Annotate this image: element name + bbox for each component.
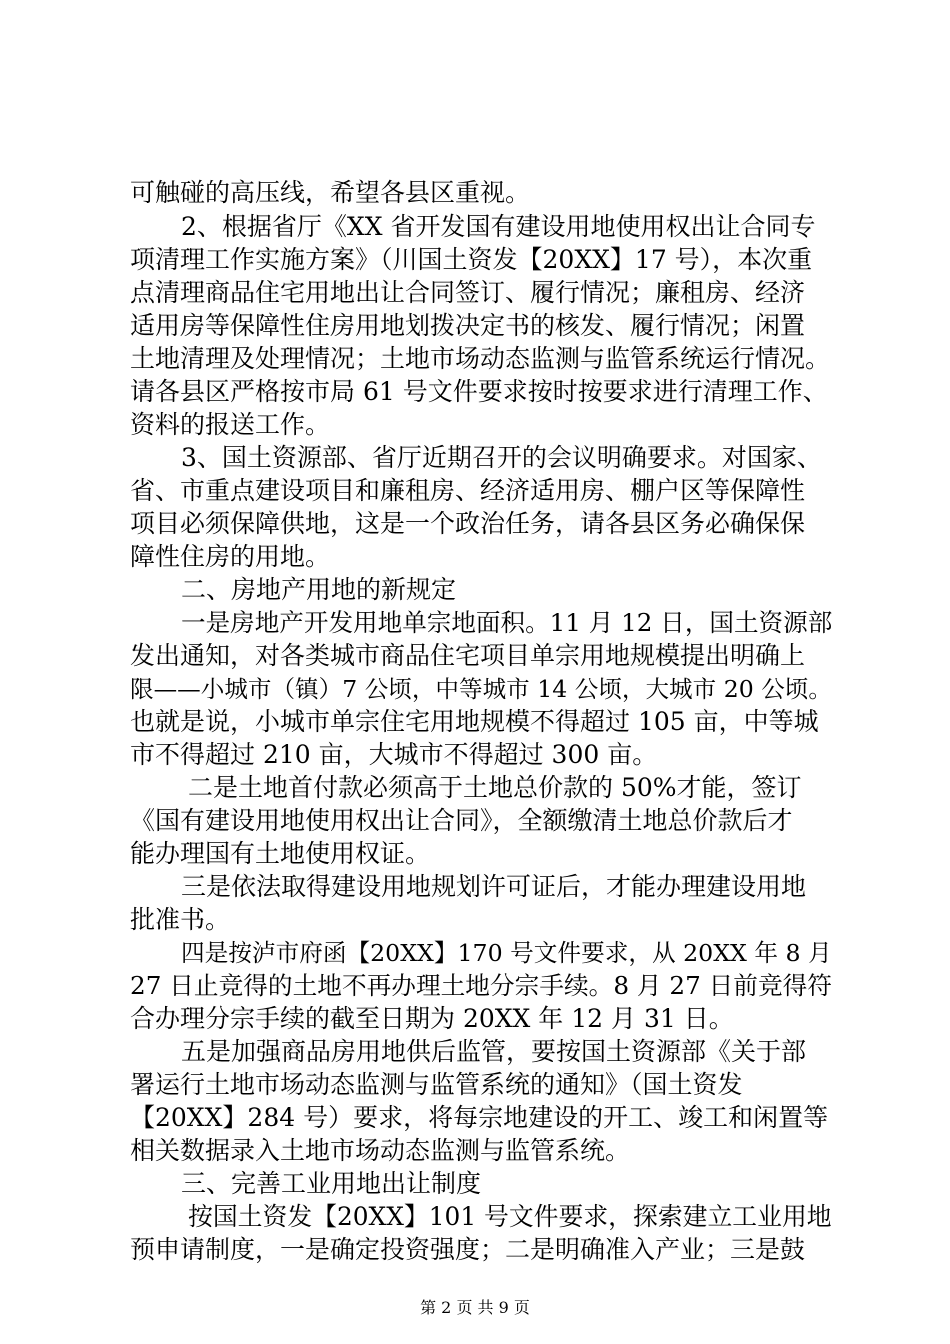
text-line: 《国有建设用地使用权出让合同》，全额缴清土地总价款后才 (130, 806, 793, 835)
text-line: 资料的报送工作。 (130, 410, 331, 439)
text-line: 三是依法取得建设用地规划许可证后，才能办理建设用地 (181, 872, 807, 901)
text-line: 四是按泸市府函【20XX】170 号文件要求，从 20XX 年 8 月 (181, 939, 832, 967)
text-line: 点清理商品住宅用地出让合同签订、履行情况；廉租房、经济 (130, 278, 806, 307)
text-line: 27 日止竞得的土地不再办理土地分宗手续。8 月 27 日前竞得符 (130, 971, 832, 1000)
text-line: 二是土地首付款必须高于土地总价款的 50%才能，签订 (188, 773, 802, 802)
text-line: 也就是说，小城市单宗住宅用地规模不得超过 105 亩，中等城 (130, 707, 819, 736)
text-line: 预申请制度，一是确定投资强度；二是明确准入产业；三是鼓 (130, 1235, 806, 1264)
text-line: 项清理工作实施方案》（川国土资发【20XX】17 号），本次重 (130, 245, 813, 274)
text-line: 署运行土地市场动态监测与监管系统的通知》（国土资发 (130, 1070, 743, 1099)
text-line: 相关数据录入土地市场动态监测与监管系统。 (130, 1136, 631, 1165)
text-line: 项目必须保障供地，这是一个政治任务，请各县区务必确保保 (130, 509, 806, 538)
text-line: 限——小城市（镇）7 公顷，中等城市 14 公顷，大城市 20 公顷。 (130, 675, 832, 703)
section-heading: 二、房地产用地的新规定 (181, 575, 457, 604)
text-line: 市不得超过 210 亩，大城市不得超过 300 亩。 (130, 740, 658, 769)
text-line: 2、根据省厅《XX 省开发国有建设用地使用权出让合同专 (181, 212, 816, 241)
text-line: 障性住房的用地。 (130, 542, 331, 571)
text-line: 省、市重点建设项目和廉租房、经济适用房、棚户区等保障性 (130, 476, 806, 505)
section-heading: 三、完善工业用地出让制度 (181, 1169, 482, 1198)
text-line: 发出通知，对各类城市商品住宅项目单宗用地规模提出明确上 (130, 641, 806, 670)
text-line: 五是加强商品房用地供后监管，要按国土资源部《关于部 (181, 1037, 807, 1066)
text-line: 一是房地产开发用地单宗地面积。11 月 12 日，国土资源部 (181, 608, 833, 637)
text-line: 能办理国有土地使用权证。 (130, 839, 431, 868)
text-line: 土地清理及处理情况；土地市场动态监测与监管系统运行情况。 (130, 344, 831, 373)
page-footer: 第 2 页 共 9 页 (420, 1298, 530, 1317)
text-line: 可触碰的高压线，希望各县区重视。 (130, 178, 531, 207)
text-line: 批准书。 (130, 905, 231, 934)
text-line: 3、国土资源部、省厅近期召开的会议明确要求。对国家、 (181, 443, 822, 472)
text-line: 按国土资发【20XX】101 号文件要求，探索建立工业用地 (188, 1202, 832, 1231)
text-line: 【20XX】284 号）要求，将每宗地建设的开工、竣工和闲置等 (130, 1103, 829, 1132)
text-line: 适用房等保障性住房用地划拨决定书的核发、履行情况；闲置 (130, 311, 806, 340)
text-line: 合办理分宗手续的截至日期为 20XX 年 12 月 31 日。 (130, 1004, 734, 1033)
text-line: 请各县区严格按市局 61 号文件要求按时按要求进行清理工作、 (130, 377, 828, 406)
